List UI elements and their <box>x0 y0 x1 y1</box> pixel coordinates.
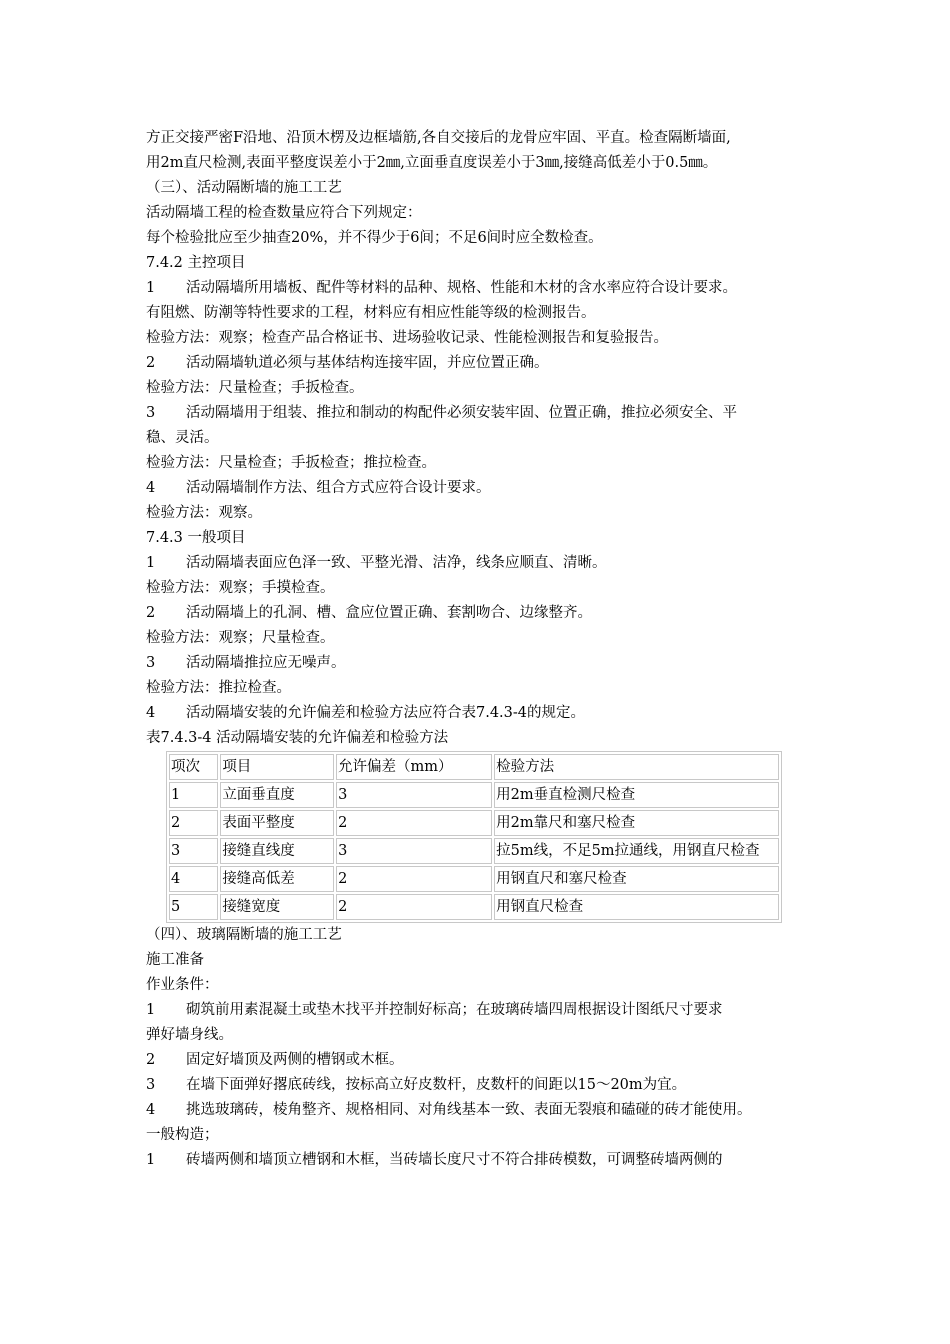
tolerance-table <box>166 751 782 923</box>
check-method: 检验方法：观察。 <box>146 505 262 521</box>
list-item <box>146 651 810 676</box>
list-item <box>146 551 810 576</box>
item-number: 1 <box>146 1152 156 1168</box>
item-number: 3 <box>146 655 156 671</box>
table-caption: 表7.4.3-4 活动隔墙安装的允许偏差和检验方法 <box>146 730 449 746</box>
item-number: 2 <box>146 1052 156 1068</box>
table-cell: 2 <box>169 810 218 836</box>
text-line: 用2m直尺检测,表面平整度误差小于2㎜,立面垂直度误差小于3㎜,接缝高低差小于0.5㎜。 <box>146 155 718 171</box>
list-item <box>146 351 810 376</box>
item-text: 固定好墙顶及两侧的槽钢或木框。 <box>186 1052 404 1068</box>
check-method: 检验方法：推拉检查。 <box>146 680 291 696</box>
list-item <box>146 601 810 626</box>
section-heading: 7.4.2 主控项目 <box>146 255 246 271</box>
check-method: 检验方法：观察；尺量检查。 <box>146 630 335 646</box>
table-cell: 用2m垂直检测尺检查 <box>494 782 779 808</box>
item-number: 1 <box>146 280 156 296</box>
item-text: 砌筑前用素混凝土或垫木找平并控制好标高；在玻璃砖墙四周根据设计图纸尺寸要求 <box>186 1002 723 1018</box>
list-item <box>146 401 810 426</box>
item-continuation: 稳、灵活。 <box>146 430 219 446</box>
item-text: 在墙下面弹好撂底砖线，按标高立好皮数杆，皮数杆的间距以15～20m为宜。 <box>186 1077 687 1093</box>
table-header-row <box>169 754 779 780</box>
item-continuation: 弹好墙身线。 <box>146 1027 233 1043</box>
table-cell: 1 <box>169 782 218 808</box>
item-number: 4 <box>146 705 156 721</box>
item-number: 4 <box>146 480 156 496</box>
table-cell: 3 <box>336 838 492 864</box>
text-line: 活动隔墙工程的检查数量应符合下列规定： <box>146 205 422 221</box>
table-header-cell: 允许偏差（mm） <box>336 754 492 780</box>
table-row <box>169 894 779 920</box>
list-item <box>146 276 810 301</box>
item-number: 4 <box>146 1102 156 1118</box>
table-cell: 用钢直尺检查 <box>494 894 779 920</box>
table-cell: 用钢直尺和塞尺检查 <box>494 866 779 892</box>
list-item <box>146 1048 810 1073</box>
item-text: 活动隔墙所用墙板、配件等材料的品种、规格、性能和木材的含水率应符合设计要求。 <box>186 280 737 296</box>
table-cell: 2 <box>336 866 492 892</box>
item-number: 1 <box>146 1002 156 1018</box>
check-method: 检验方法：观察；手摸检查。 <box>146 580 335 596</box>
table-header-cell: 项目 <box>220 754 334 780</box>
check-method: 检验方法：观察；检查产品合格证书、进场验收记录、性能检测报告和复验报告。 <box>146 330 668 346</box>
table-cell: 5 <box>169 894 218 920</box>
table-cell: 2 <box>336 810 492 836</box>
table-row <box>169 866 779 892</box>
table-row <box>169 782 779 808</box>
item-text: 挑选玻璃砖，棱角整齐、规格相同、对角线基本一致、表面无裂痕和磕碰的砖才能使用。 <box>186 1102 752 1118</box>
item-text: 活动隔墙用于组装、推拉和制动的构配件必须安装牢固、位置正确，推拉必须安全、平 <box>186 405 737 421</box>
item-text: 活动隔墙轨道必须与基体结构连接牢固，并应位置正确。 <box>186 355 549 371</box>
item-number: 3 <box>146 1077 156 1093</box>
text-line: 方正交接严密F沿地、沿顶木楞及边框墙筋,各自交接后的龙骨应牢固、平直。检查隔断墙面, <box>146 130 731 146</box>
document-page <box>146 126 810 1173</box>
check-method: 检验方法：尺量检查；手扳检查。 <box>146 380 364 396</box>
item-text: 砖墙两侧和墙顶立槽钢和木框，当砖墙长度尺寸不符合排砖模数，可调整砖墙两侧的 <box>186 1152 723 1168</box>
item-text: 活动隔墙推拉应无噪声。 <box>186 655 346 671</box>
table-cell: 接缝宽度 <box>220 894 334 920</box>
subheading: 一般构造； <box>146 1127 219 1143</box>
table-cell: 3 <box>336 782 492 808</box>
table-cell: 2 <box>336 894 492 920</box>
item-number: 3 <box>146 405 156 421</box>
text-line: 每个检验批应至少抽查20%，并不得少于6间；不足6间时应全数检查。 <box>146 230 603 246</box>
item-text: 活动隔墙表面应色泽一致、平整光滑、洁净，线条应顺直、清晰。 <box>186 555 607 571</box>
list-item <box>146 1073 810 1098</box>
table-cell: 表面平整度 <box>220 810 334 836</box>
list-item <box>146 476 810 501</box>
item-number: 2 <box>146 355 156 371</box>
table-header-cell: 检验方法 <box>494 754 779 780</box>
table-row <box>169 810 779 836</box>
section-heading: （四）、玻璃隔断墙的施工工艺 <box>146 927 342 943</box>
table-cell: 用2m靠尺和塞尺检查 <box>494 810 779 836</box>
item-text: 活动隔墙安装的允许偏差和检验方法应符合表7.4.3-4的规定。 <box>186 705 586 721</box>
check-method: 检验方法：尺量检查；手扳检查；推拉检查。 <box>146 455 436 471</box>
item-text: 活动隔墙上的孔洞、槽、盒应位置正确、套割吻合、边缘整齐。 <box>186 605 592 621</box>
table-cell: 拉5m线，不足5m拉通线，用钢直尺检查 <box>494 838 779 864</box>
list-item <box>146 998 810 1023</box>
list-item <box>146 701 810 726</box>
item-number: 1 <box>146 555 156 571</box>
section-heading: （三）、活动隔断墙的施工工艺 <box>146 180 342 196</box>
item-number: 2 <box>146 605 156 621</box>
item-text: 活动隔墙制作方法、组合方式应符合设计要求。 <box>186 480 491 496</box>
table-cell: 接缝直线度 <box>220 838 334 864</box>
list-item <box>146 1098 810 1123</box>
list-item <box>146 1148 810 1173</box>
table-header-cell: 项次 <box>169 754 218 780</box>
table-cell: 接缝高低差 <box>220 866 334 892</box>
section-heading: 7.4.3 一般项目 <box>146 530 246 546</box>
table-cell: 3 <box>169 838 218 864</box>
subheading: 作业条件： <box>146 977 219 993</box>
table-cell: 立面垂直度 <box>220 782 334 808</box>
table-cell: 4 <box>169 866 218 892</box>
subheading: 施工准备 <box>146 952 204 968</box>
item-continuation: 有阻燃、防潮等特性要求的工程，材料应有相应性能等级的检测报告。 <box>146 305 596 321</box>
table-row <box>169 838 779 864</box>
